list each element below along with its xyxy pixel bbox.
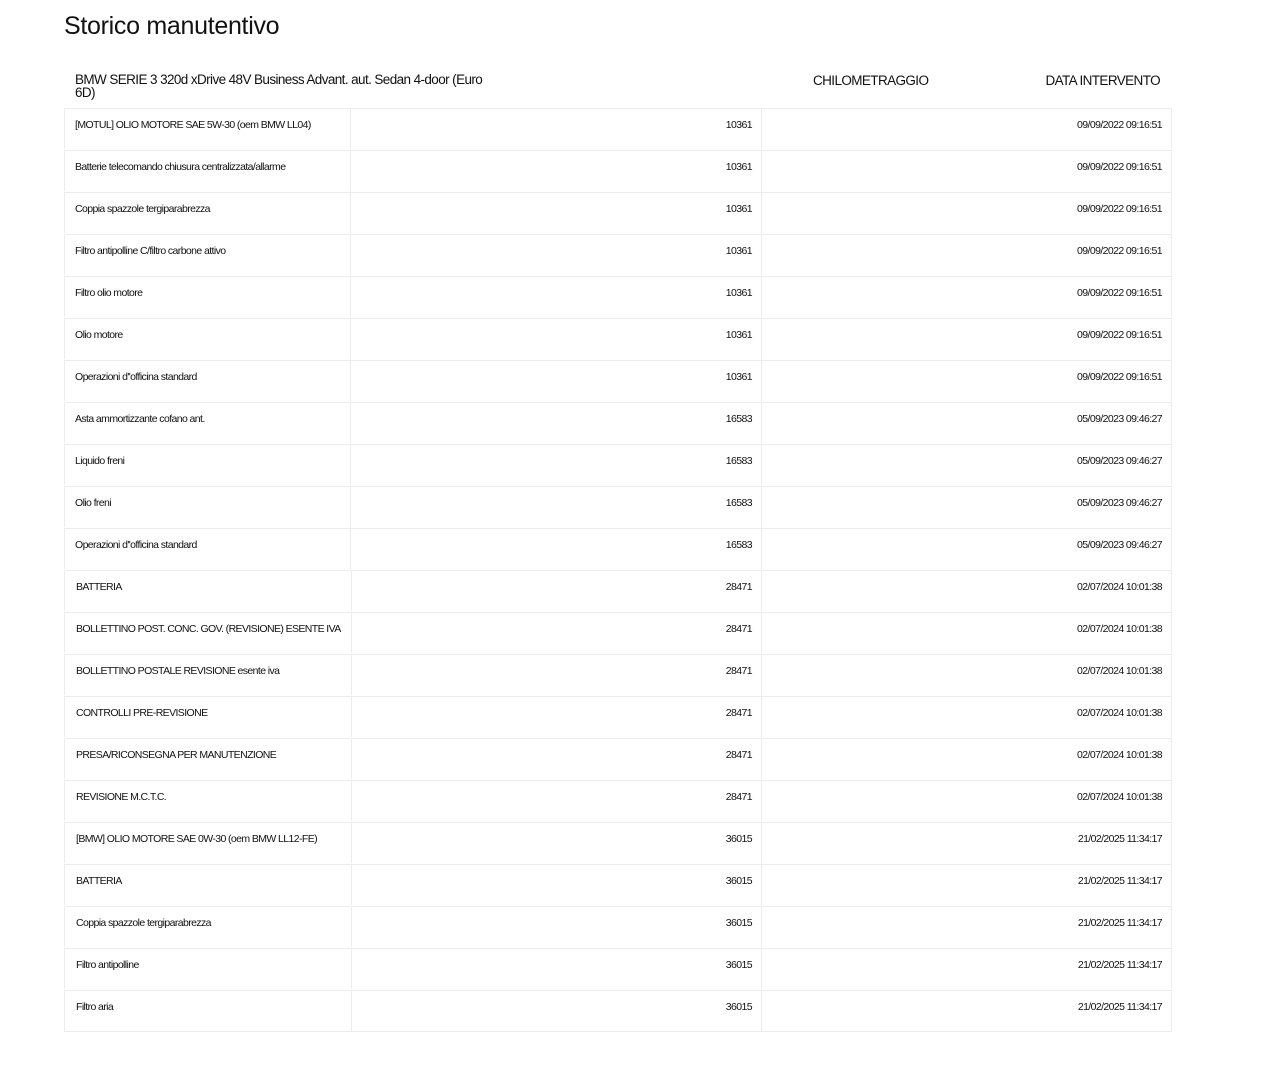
mileage-text: 10361	[725, 329, 752, 341]
mileage-text: 36015	[725, 875, 752, 887]
table-row	[64, 276, 1172, 317]
description-text: Operazioni d''officina standard	[75, 371, 197, 383]
mileage-cell	[351, 529, 762, 569]
mileage-text: 28471	[725, 623, 752, 635]
date-cell	[762, 907, 1171, 947]
description-cell	[65, 697, 352, 737]
mileage-cell	[351, 277, 762, 317]
date-cell	[762, 655, 1171, 695]
mileage-cell	[352, 571, 762, 611]
mileage-text: 36015	[725, 833, 752, 845]
date-cell	[762, 277, 1171, 317]
mileage-cell	[352, 991, 762, 1031]
mileage-text: 10361	[725, 203, 752, 215]
description-text: Coppia spazzole tergiparabrezza	[75, 203, 210, 215]
date-text: 02/07/2024 10:01:38	[1077, 707, 1162, 719]
description-text: Filtro antipolline C/filtro carbone attivo	[75, 245, 226, 257]
mileage-text: 16583	[725, 497, 752, 509]
mileage-text: 10361	[725, 245, 752, 257]
description-cell	[65, 823, 352, 863]
date-text: 21/02/2025 11:34:17	[1077, 917, 1162, 929]
description-text: Operazioni d''officina standard	[75, 539, 197, 551]
description-cell	[65, 991, 352, 1031]
page-title: Storico manutentivo	[64, 12, 280, 40]
date-text: 02/07/2024 10:01:38	[1077, 749, 1162, 761]
date-cell	[762, 823, 1171, 863]
table-row	[64, 444, 1172, 485]
mileage-cell	[351, 361, 762, 401]
date-cell	[762, 193, 1171, 233]
mileage-cell	[352, 613, 762, 653]
date-cell	[762, 445, 1171, 485]
mileage-text: 10361	[725, 161, 752, 173]
date-cell	[762, 403, 1171, 443]
table-row	[64, 192, 1172, 233]
description-text: Filtro olio motore	[75, 287, 143, 299]
description-text: BOLLETTINO POST. CONC. GOV. (REVISIONE) ESENTE IVA	[76, 623, 341, 635]
date-cell	[762, 739, 1171, 779]
description-text: REVISIONE M.C.T.C.	[76, 791, 167, 803]
table-row	[64, 360, 1172, 401]
mileage-cell	[351, 319, 762, 359]
date-text: 09/09/2022 09:16:51	[1077, 119, 1162, 131]
description-cell	[65, 907, 352, 947]
date-cell	[762, 487, 1171, 527]
description-cell	[65, 235, 351, 275]
date-text: 09/09/2022 09:16:51	[1077, 287, 1162, 299]
description-cell	[65, 613, 352, 653]
maintenance-table	[64, 108, 1172, 1033]
description-text: Batterie telecomando chiusura centralizzata/allarme	[75, 161, 286, 173]
table-header	[64, 73, 1170, 109]
mileage-text: 10361	[725, 371, 752, 383]
mileage-text: 36015	[725, 959, 752, 971]
date-cell	[762, 319, 1171, 359]
mileage-text: 10361	[725, 287, 752, 299]
mileage-text: 16583	[725, 539, 752, 551]
description-cell	[65, 193, 351, 233]
description-cell	[65, 319, 351, 359]
mileage-cell	[351, 151, 762, 191]
date-text: 21/02/2025 11:34:17	[1077, 875, 1162, 887]
date-text: 02/07/2024 10:01:38	[1077, 791, 1162, 803]
description-text: Asta ammortizzante cofano ant.	[75, 413, 205, 425]
table-row	[64, 780, 1172, 821]
description-text: [MOTUL] OLIO MOTORE SAE 5W-30 (oem BMW LL04)	[75, 119, 311, 131]
mileage-cell	[351, 487, 762, 527]
description-cell	[65, 739, 352, 779]
description-text: Filtro antipolline	[76, 959, 139, 971]
date-text: 05/09/2023 09:46:27	[1077, 497, 1162, 509]
mileage-text: 16583	[725, 413, 752, 425]
date-text: 05/09/2023 09:46:27	[1077, 539, 1162, 551]
description-text: BATTERIA	[76, 581, 122, 593]
description-cell	[65, 277, 351, 317]
mileage-cell	[351, 235, 762, 275]
date-text: 05/09/2023 09:46:27	[1077, 413, 1162, 425]
date-cell	[762, 151, 1171, 191]
date-cell	[762, 613, 1171, 653]
date-cell	[762, 781, 1171, 821]
mileage-text: 10361	[725, 119, 752, 131]
description-text: PRESA/RICONSEGNA PER MANUTENZIONE	[76, 749, 277, 761]
table-row	[64, 864, 1172, 905]
description-cell	[65, 529, 351, 569]
table-row	[64, 486, 1172, 527]
description-text: BOLLETTINO POSTALE REVISIONE esente iva	[76, 665, 280, 677]
description-cell	[65, 781, 352, 821]
description-text: Liquido freni	[75, 455, 125, 467]
description-cell	[65, 487, 351, 527]
description-text: Olio motore	[75, 329, 123, 341]
mileage-cell	[351, 403, 762, 443]
description-text: Olio freni	[75, 497, 112, 509]
mileage-cell	[351, 193, 762, 233]
mileage-cell	[351, 109, 762, 149]
description-cell	[65, 655, 352, 695]
date-cell	[762, 949, 1171, 989]
table-row	[64, 234, 1172, 275]
table-row	[64, 990, 1172, 1032]
description-text: [BMW] OLIO MOTORE SAE 0W-30 (oem BMW LL12-FE)	[76, 833, 317, 845]
mileage-cell	[352, 697, 762, 737]
mileage-cell	[352, 781, 762, 821]
date-cell	[762, 571, 1171, 611]
description-cell	[65, 109, 351, 149]
table-row	[64, 654, 1172, 695]
mileage-cell	[351, 445, 762, 485]
description-cell	[65, 571, 352, 611]
mileage-cell	[352, 739, 762, 779]
mileage-text: 28471	[725, 707, 752, 719]
date-cell	[762, 529, 1171, 569]
date-text: 02/07/2024 10:01:38	[1077, 581, 1162, 593]
description-cell	[65, 403, 351, 443]
date-text: 02/07/2024 10:01:38	[1077, 623, 1162, 635]
table-row	[64, 150, 1172, 191]
table-row	[64, 570, 1172, 611]
description-cell	[65, 865, 352, 905]
date-text: 09/09/2022 09:16:51	[1077, 329, 1162, 341]
vehicle-name: BMW SERIE 3 320d xDrive 48V Business Advant. aut. Sedan 4-door (Euro 6D)	[75, 72, 483, 100]
table-row	[64, 822, 1172, 863]
table-row	[64, 696, 1172, 737]
table-row	[64, 528, 1172, 569]
date-text: 02/07/2024 10:01:38	[1077, 665, 1162, 677]
mileage-cell	[352, 949, 762, 989]
mileage-cell	[352, 865, 762, 905]
table-row	[64, 738, 1172, 779]
description-text: BATTERIA	[76, 875, 122, 887]
description-text: Filtro aria	[76, 1001, 114, 1013]
mileage-cell	[352, 907, 762, 947]
date-text: 09/09/2022 09:16:51	[1077, 161, 1162, 173]
date-text: 21/02/2025 11:34:17	[1077, 833, 1162, 845]
mileage-cell	[352, 823, 762, 863]
date-cell	[762, 361, 1171, 401]
mileage-text: 36015	[725, 917, 752, 929]
mileage-cell	[352, 655, 762, 695]
table-row	[64, 402, 1172, 443]
mileage-text: 28471	[725, 665, 752, 677]
date-cell	[762, 697, 1171, 737]
date-text: 09/09/2022 09:16:51	[1077, 245, 1162, 257]
description-cell	[65, 151, 351, 191]
date-text: 09/09/2022 09:16:51	[1077, 203, 1162, 215]
date-text: 21/02/2025 11:34:17	[1077, 959, 1162, 971]
description-cell	[65, 445, 351, 485]
mileage-text: 28471	[725, 581, 752, 593]
date-cell	[762, 991, 1171, 1031]
description-text: CONTROLLI PRE-REVISIONE	[76, 707, 208, 719]
table-row	[64, 612, 1172, 653]
date-text: 09/09/2022 09:16:51	[1077, 371, 1162, 383]
table-row	[64, 906, 1172, 947]
mileage-text: 28471	[725, 791, 752, 803]
date-text: 21/02/2025 11:34:17	[1077, 1001, 1162, 1013]
date-cell	[762, 235, 1171, 275]
mileage-text: 28471	[725, 749, 752, 761]
mileage-text: 36015	[725, 1001, 752, 1013]
date-cell	[762, 109, 1171, 149]
description-text: Coppia spazzole tergiparabrezza	[76, 917, 211, 929]
description-cell	[65, 949, 352, 989]
date-cell	[762, 865, 1171, 905]
mileage-text: 16583	[725, 455, 752, 467]
table-row	[64, 318, 1172, 359]
date-column-header: DATA INTERVENTO	[1045, 73, 1160, 88]
table-row	[64, 948, 1172, 989]
date-text: 05/09/2023 09:46:27	[1077, 455, 1162, 467]
description-cell	[65, 361, 351, 401]
mileage-column-header: CHILOMETRAGGIO	[813, 73, 929, 88]
table-row	[64, 108, 1172, 149]
